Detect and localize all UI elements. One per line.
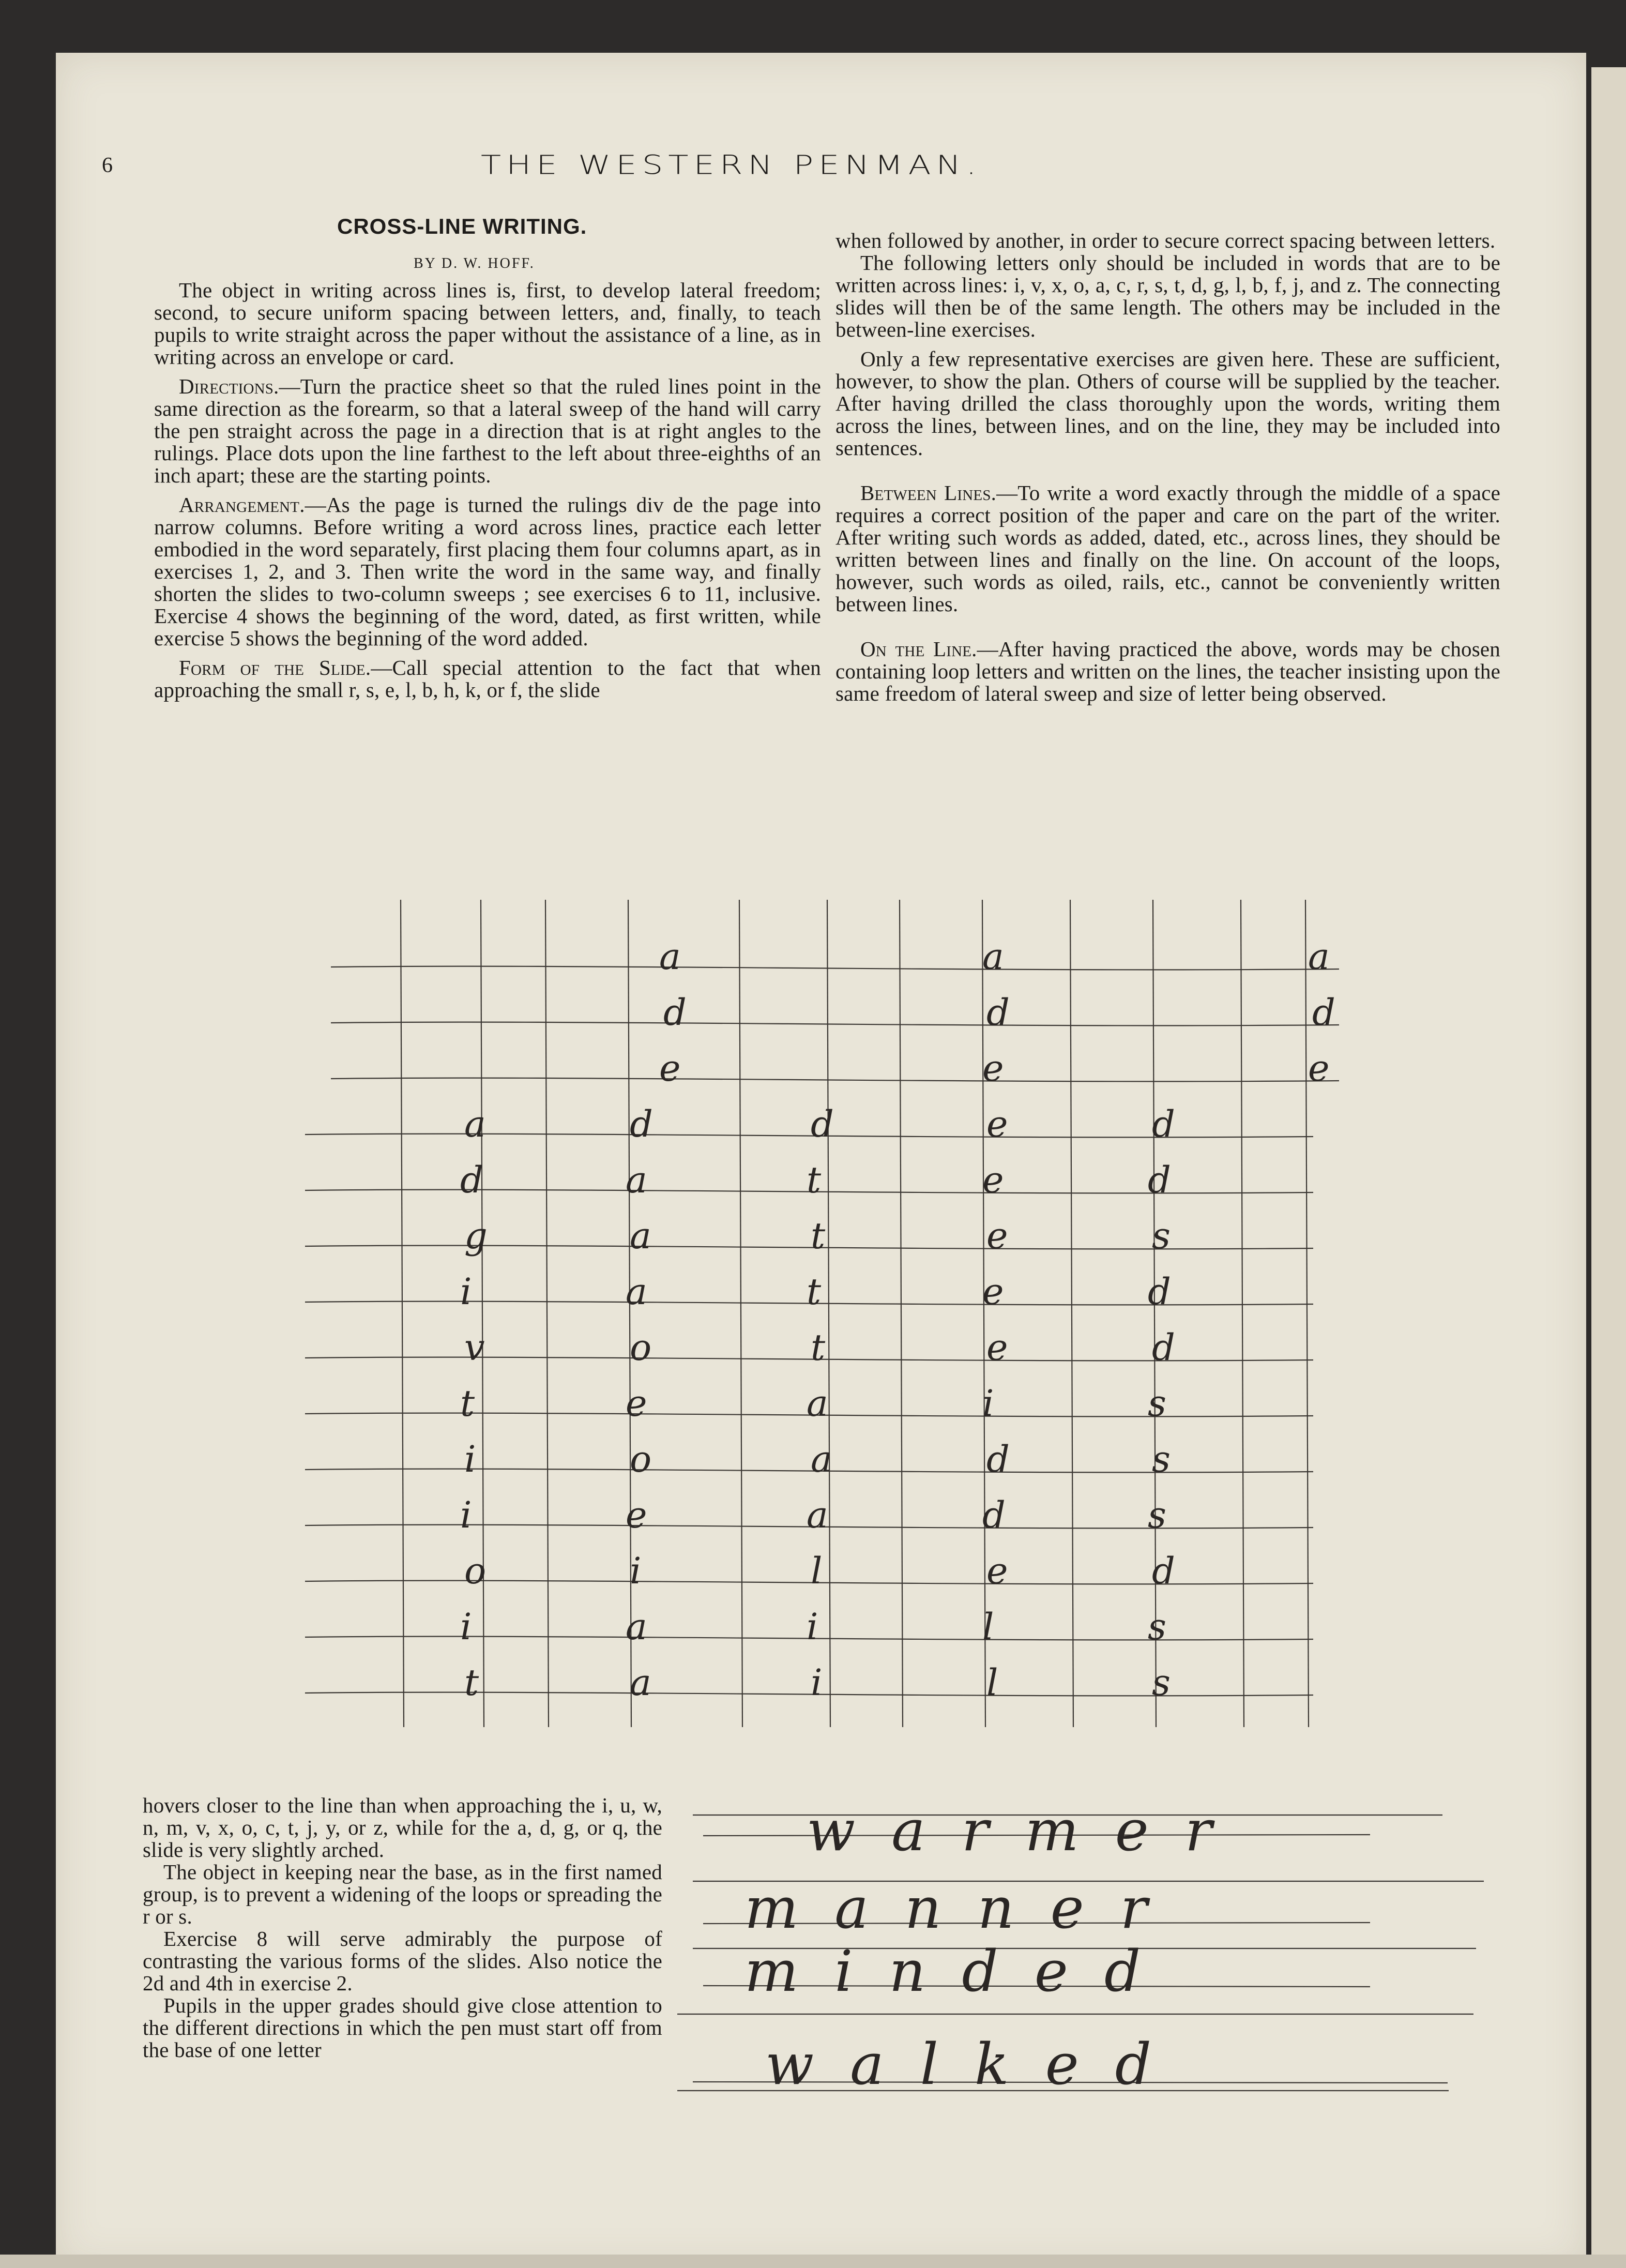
directions-heading: Directions.: [179, 374, 279, 398]
exercise-letter: a: [626, 1271, 647, 1313]
arrangement-text: —As the page is turned the rulings div de the page into narrow columns. Before writing a word across lines, practice each letter embodied in the word separately, first placing them four columns apart, as in exercises 1, 2, and 3. Then write the word in the same way, and finally shorten the slides to two-column sweeps ; see exercises 6 to 11, inclusive. Exercise 4 shows the beginning of the word, dated, as first written, while exercise 5 shows the beginning of the word added.: [154, 493, 821, 650]
exercise-letter: a: [1308, 935, 1330, 978]
exercise-letter: g: [464, 1215, 488, 1257]
exercise-letter: i: [630, 1550, 642, 1592]
exercise-letter: o: [630, 1326, 652, 1369]
exercise-letter: i: [460, 1606, 472, 1648]
exercise-letter: s: [1148, 1494, 1166, 1536]
article-byline: BY D. W. HOFF.: [414, 255, 535, 271]
exercise-letter: a: [464, 1103, 486, 1145]
exercise-letter: e: [659, 1047, 681, 1090]
directions-text: —Turn the practice sheet so that the ruled lines point in the same direction as the forearm, so that a lateral sweep of the hand will carry the pen straight across the page in a direction that is at right angles to the rulings. Place dots upon the line farthest to the left about three-eighths of an inch apart; these are the starting points.: [154, 374, 821, 487]
vertical-ruling: [545, 900, 549, 1727]
exercise-letter: t: [811, 1215, 826, 1257]
exercise-letter: d: [1148, 1271, 1171, 1313]
exercise-letter: s: [1148, 1382, 1166, 1425]
exercise-letter: s: [1152, 1438, 1171, 1480]
exercise-letter: s: [1152, 1215, 1171, 1257]
bottom-paragraph-1: hovers closer to the line than when approaching the i, u, w, n, m, v, x, o, c, t, j, y, or z, while for the a, d, g, or q, the slide is very slightly arched.: [143, 1793, 662, 1862]
exercise-letter: t: [807, 1159, 822, 1201]
vertical-ruling: [1305, 900, 1309, 1727]
slide-paragraph: [154, 657, 821, 701]
exercise-letter: e: [986, 1215, 1008, 1257]
left-column: [154, 279, 821, 701]
exercise-letter: s: [1148, 1606, 1166, 1648]
exercise-letter: i: [460, 1271, 472, 1313]
script-word-minded: minded: [744, 1938, 1177, 2004]
exercise-letter: a: [626, 1606, 647, 1648]
exercise-letter: o: [464, 1550, 487, 1592]
exercise-letter: e: [986, 1103, 1008, 1145]
script-word-manner: manner: [744, 1875, 1184, 1941]
exercise-letter: e: [982, 1047, 1004, 1090]
exercise-letter: i: [807, 1606, 818, 1648]
exercise-letter: i: [982, 1382, 994, 1425]
exercise-letter: d: [1152, 1326, 1175, 1369]
bottom-paragraph-2: The object in keeping near the base, as in the first named group, is to prevent a widening of the loops or spreading the r or s.: [143, 1860, 662, 1928]
exercise-letter: a: [807, 1382, 828, 1425]
exercise-letter: d: [1152, 1103, 1175, 1145]
continuation-paragraph: when followed by another, in order to secure correct spacing between letters.: [835, 229, 1496, 252]
exercise-letter: i: [464, 1438, 476, 1480]
exercise-letter: e: [982, 1271, 1004, 1313]
script-words-figure: [672, 1805, 1489, 2115]
right-column: [835, 230, 1500, 705]
exercise-letter: i: [811, 1661, 823, 1704]
bottom-paragraph-4: Pupils in the upper grades should give close attention to the different directions in which the pen must start off from the base of one letter: [143, 1993, 662, 2062]
slide-text: —Call special attention to the fact that when approaching the small r, s, e, l, b, h, k, or f, the slide: [154, 656, 822, 702]
exercise-letter: l: [982, 1606, 994, 1648]
exercise-letter: d: [1148, 1159, 1171, 1201]
exercise-letter: d: [986, 1438, 1010, 1480]
exercise-letter: i: [460, 1494, 472, 1536]
page-number: 6: [102, 154, 113, 177]
horizontal-slide-line: [331, 1078, 1339, 1082]
horizontal-slide-line: [331, 966, 1339, 970]
between-lines-heading: Between Lines.: [860, 481, 997, 505]
cross-line-exercise-figure: [290, 889, 1386, 1737]
on-the-line-text: —After having practiced the above, words may be chosen containing loop letters and written on the lines, the teacher insisting upon the same freedom of lateral sweep and size of letter being observed.: [835, 637, 1500, 705]
exercise-letter: e: [986, 1550, 1008, 1592]
exercise-letter: l: [986, 1661, 998, 1704]
exercise-letter: a: [630, 1661, 651, 1704]
exercise-letter: d: [1152, 1550, 1175, 1592]
exercise-letter: s: [1152, 1661, 1171, 1704]
page-bottom-edge: [0, 2255, 1626, 2268]
vertical-ruling: [1241, 900, 1244, 1727]
vertical-ruling: [628, 900, 631, 1727]
letters-paragraph: The following letters only should be included in words that are to be written across lines: i, v, x, o, a, c, r, s, t, d, g, l, b, f, j, and z. The connecting slides will then be of the same length. The others may be included in the between-line exercises.: [835, 251, 1500, 341]
exercise-letter: e: [986, 1326, 1008, 1369]
vertical-ruling: [1153, 900, 1156, 1727]
article-title: CROSS-LINE WRITING.: [337, 214, 587, 238]
exercises-paragraph: Only a few representative exercises are given here. These are sufficient, however, to show the plan. Others of course will be supplied by the teacher. After having drilled the class thoroughly upon the words, writing them across the lines, between lines, and on the line, they may be included into sentences.: [835, 347, 1500, 460]
exercise-letter: d: [663, 991, 687, 1034]
exercise-letter: e: [1308, 1047, 1330, 1090]
bottom-left-column: [143, 1794, 662, 2061]
intro-paragraph: The object in writing across lines is, first, to develop lateral freedom; second, to secure uniform spacing between letters, and, finally, to teach pupils to write straight across the paper without the assistance of a line, as in writing across an envelope or card.: [154, 278, 821, 369]
horizontal-slide-line: [331, 1022, 1339, 1026]
exercise-letter: d: [986, 991, 1010, 1034]
exercise-letter: a: [630, 1215, 651, 1257]
exercise-letter: l: [811, 1550, 823, 1592]
between-lines-paragraph: [835, 482, 1500, 615]
on-the-line-paragraph: [835, 638, 1500, 705]
exercise-letter: a: [982, 935, 1004, 978]
exercise-letter: d: [1312, 991, 1335, 1034]
on-the-line-heading: On the Line.: [860, 637, 977, 661]
arrangement-paragraph: [154, 494, 821, 649]
exercise-letter: e: [626, 1494, 647, 1536]
facing-page-edge: [1591, 67, 1626, 2268]
exercise-letter: d: [982, 1494, 1006, 1536]
bottom-paragraph-3: Exercise 8 will serve admirably the purpose of contrasting the various forms of the slides. Also notice the 2d and 4th in exercise 2.: [143, 1927, 662, 1995]
exercise-letter: a: [626, 1159, 647, 1201]
exercise-letter: v: [464, 1326, 485, 1369]
exercise-letter: d: [811, 1103, 834, 1145]
vertical-ruling: [900, 900, 903, 1727]
between-lines-text: —To write a word exactly through the middle of a space requires a correct position of the paper and care on the part of the writer. After writing such words as added, dated, etc., across lines, they should be written between lines and finally on the line. On account of the loops, however, such words as oiled, rails, etc., cannot be conveniently written between lines.: [835, 481, 1500, 616]
vertical-ruling: [1070, 900, 1073, 1727]
exercise-letter: e: [982, 1159, 1004, 1201]
exercise-letter: t: [811, 1326, 826, 1369]
exercise-letter: t: [460, 1382, 475, 1425]
exercise-letter: t: [807, 1271, 822, 1313]
vertical-ruling: [481, 900, 484, 1727]
exercise-letter: a: [807, 1494, 828, 1536]
arrangement-heading: Arrangement.: [179, 493, 305, 517]
vertical-ruling: [401, 900, 404, 1727]
exercise-letter: d: [630, 1103, 653, 1145]
exercise-letter: t: [464, 1661, 479, 1704]
exercise-letter: e: [626, 1382, 647, 1425]
exercise-letter: a: [811, 1438, 832, 1480]
masthead: THE WESTERN PENMAN.: [481, 150, 982, 181]
exercise-letter: o: [630, 1438, 652, 1480]
slide-heading: Form of the Slide.: [179, 656, 371, 679]
exercise-letter: d: [460, 1159, 483, 1201]
exercise-letter: a: [659, 935, 681, 978]
script-word-walked: walked: [765, 2031, 1188, 2097]
script-word-warmer: warmer: [807, 1805, 1249, 1864]
vertical-ruling: [982, 900, 985, 1727]
directions-paragraph: [154, 375, 821, 487]
